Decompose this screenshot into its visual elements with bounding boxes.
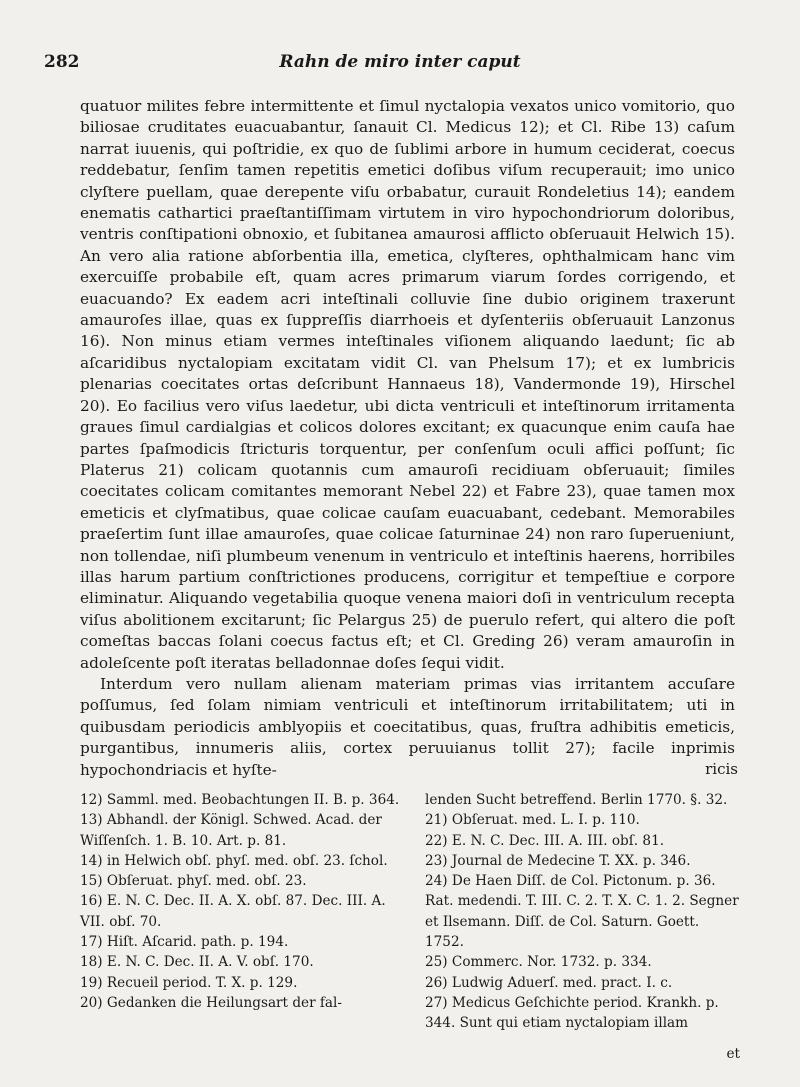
running-head: Rahn de miro inter caput [279,52,521,72]
footnote: 17) Hiſt. Aſcarid. path. p. 194. [80,934,289,951]
paragraph: Interdum vero nullam alienam materiam primas vias irritantem accuſare poſſumus, ſed ſolam nimiam ventriculi et inteſtinorum irritabilitatem; uti in quibusdam periodicis amblyopiis et coecitatibus, quas, fruſtra adhibitis emeticis, purgantibus, innumeris aliis, cortex peruuianus tollit 27); facile inprimis hypochondriacis et hyſte- [80,674,735,779]
main-text [80,96,735,781]
footnote: 16) E. N. C. Dec. II. A. X. obſ. 87. Dec. III. A. VII. obſ. 70. [80,893,386,930]
footnote: 15) Obſeruat. phyſ. med. obſ. 23. [80,873,307,890]
footnote: 27) Medicus Geſchichte period. Krankh. p. 344. Sunt qui etiam nyctalopiam illam [425,994,719,1032]
paragraph: quatuor milites febre intermittente et ſimul nyctalopia vexatos unico vomitorio, quo biliosae cruditates euacuabantur, ſanauit Cl. Medicus 12); et Cl. Ribe 13) caſum narrat iuuenis, qui poſtridie, ex quo de ſublimi arbore in humum ceciderat, coecus reddebatur, ſenſim tamen repetitis emetici doſibus viſum recuperauit; imo unico clyſtere puellam, quae derepente viſu orbabatur, curauit Rondeletius 14); eandem enematis cathartici praeſtantiſſimam virtutem in viro hypochondriorum doloribus, ventris conſtipationi obnoxio, et ſubitanea amaurosi afflicto obſeruauit Helwich 15). An vero alia ratione abſorbentia illa, emetica, clyſteres, ophthalmicam hanc vim exercuiſſe probabile eſt, quam acres primarum viarum ſordes corrigendo, et euacuando? Ex eadem acri inteſtinali colluvie ſine dubio originem traxerunt amauroſes illae, quas ex ſuppreſſis diarrhoeis et dyſenteriis obſeruauit Lanzonus 16). Non minus etiam vermes inteſtinales viſionem aliquando laedunt; ſic ab aſcaridibus nyctalopiam excitatam vidit Cl. van Phelsum 17); et ex lumbricis plenarias coecitates ortas deſcribunt Hannaeus 18), Vandermonde 19), Hirschel 20). Eo facilius vero viſus laedetur, ubi dicta ventriculi et inteſtinorum irritamenta graues ſimul cardialgias et colicos dolores excitant; ex quacunque enim cauſa hae partes ſpaſmodicis ſtricturis torquentur, per conſenſum oculi affici poſſunt; ſic Platerus 21) colicam quotannis cum amauroſi recidiuam obſeruauit; ſimiles coecitates colicam comitantes memorant Nebel 22) et Fabre 23), quae tamen mox emeticis et clyſmatibus, quae colicae cauſam euacuabant, cedebant. Memorabiles praeſertim ſunt illae amauroſes, quae colicae ſaturninae 24) non raro ſuperueniunt, non tollendae, niſi plumbeum venenum in ventriculo et inteſtinis haerens, horribiles illas harum partium conſtrictiones producens, corrigitur et tempeſtiue e corpore eliminatur. Aliquando vegetabilia quoque venena maiori doſi in ventriculum recepta viſus abolitionem excitarunt; ſic Pelargus 25) de puerulo refert, qui altero die poſt comeſtas baccas ſolani coecus factus eſt; et Cl. Greding 26) veram amauroſin in adoleſcente poſt iteratas belladonnae doſes ſequi vidit. [80,97,735,672]
footnote: 22) E. N. C. Dec. III. A. III. obſ. 81. [425,832,665,849]
footnote: 18) E. N. C. Dec. II. A. V. obſ. 170. [80,954,314,971]
footnote: 13) Abhandl. der Königl. Schwed. Acad. der Wiſſenſch. 1. B. 10. Art. p. 81. [80,812,382,849]
footnote: 14) in Helwich obſ. phyſ. med. obſ. 23. ſchol. [80,852,388,869]
page-number: 282 [44,52,80,72]
footnote: 21) Obſeruat. med. L. I. p. 110. [425,812,640,829]
footnote: 20) Gedanken die Heilungsart der fal- [80,994,342,1011]
footnote: 19) Recueil period. T. X. p. 129. [80,974,298,991]
footnote: 23) Journal de Medecine T. XX. p. 346. [425,852,691,869]
end-catchword: et [726,1046,740,1062]
footnotes-left [80,790,408,1013]
footnote: 26) Ludwig Aduerſ. med. pract. I. c. [425,974,673,991]
footnote: 12) Samml. med. Beobachtungen II. B. p. 364. [80,792,400,808]
catchword: ricis [705,760,738,778]
footnote: 24) De Haen Diſſ. de Col. Pictonum. p. 36. Rat. medendi. T. III. C. 2. T. X. C. 1. 2. Segner et Ilsemann. Diſſ. de Col. Saturn. Goett. 1752. [425,873,739,951]
footnote: 25) Commerc. Nor. 1732. p. 334. [425,954,652,971]
footnote: lenden Sucht betreffend. Berlin 1770. §. 32. [425,792,728,808]
footnotes-right [425,790,740,1034]
